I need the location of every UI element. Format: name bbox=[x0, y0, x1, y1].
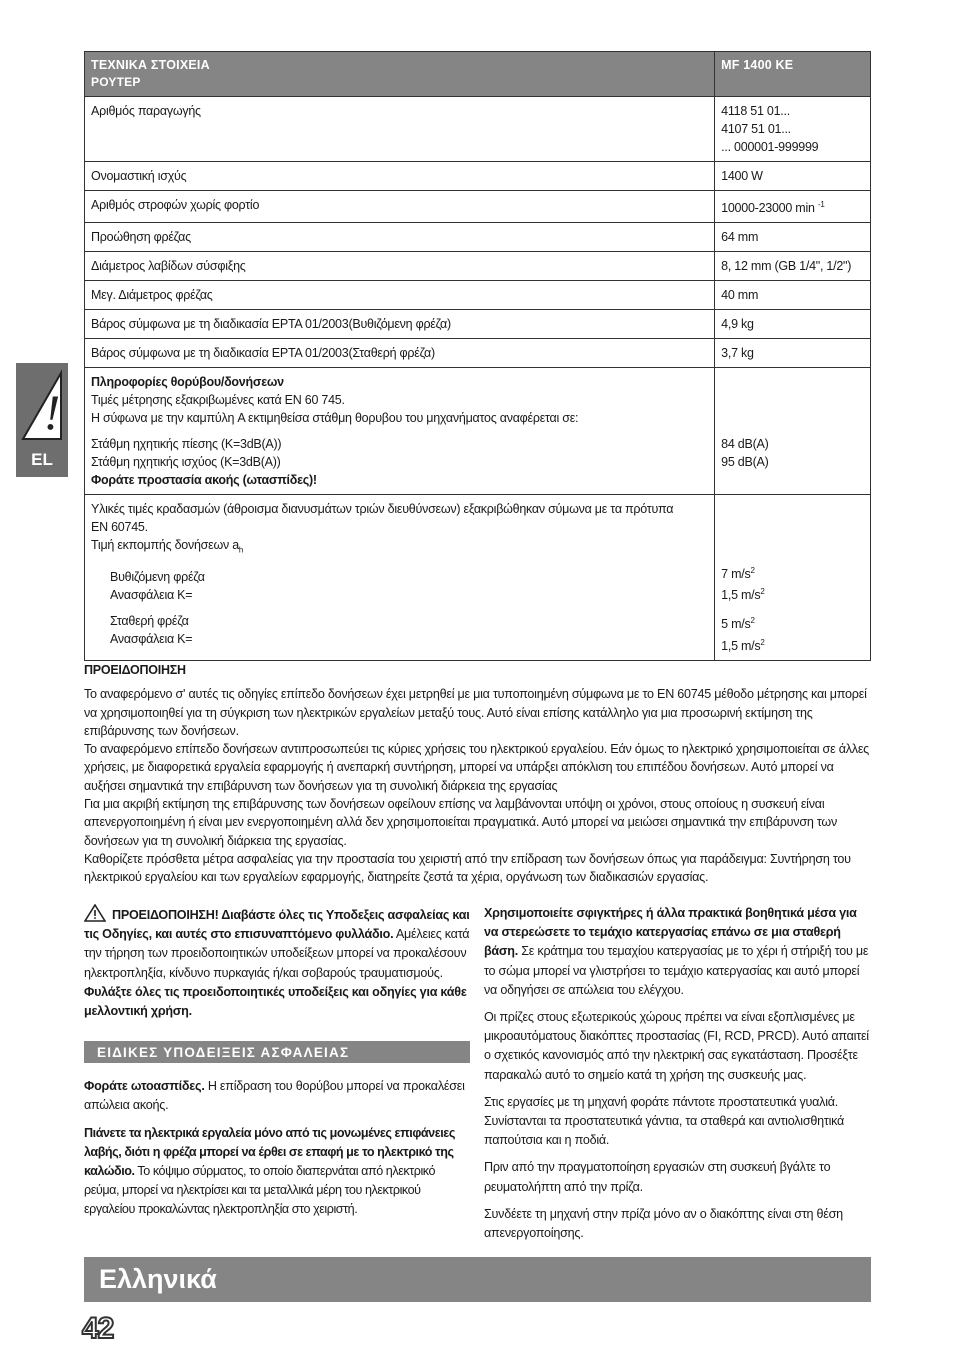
clamp-paragraph bbox=[484, 904, 871, 1000]
noise-line-1: Τιμές μέτρησης εξακριβωμένες κατά EN 60 745. bbox=[91, 393, 345, 408]
noise-title: Πληροφορίες θορύβου/δονήσεων bbox=[91, 375, 284, 390]
warning-text: Αμέλειες κατά την τήρηση των προειδοποιητικών υποδείξεων μπορεί να προκαλέσουν ηλεκτροπληξία, κίνδυνο πυρκαγιάς ή/και σοβαρούς τραυματισμούς. bbox=[84, 927, 470, 980]
row-label: Προώθηση φρέζας bbox=[85, 223, 715, 252]
spec-table bbox=[84, 51, 871, 661]
row-value: 4,9 kg bbox=[715, 310, 871, 339]
sound-pressure-label: Στάθμη ηχητικής πίεσης (K=3dB(A)) bbox=[91, 437, 282, 452]
ear-protection-paragraph bbox=[84, 1077, 470, 1115]
unit-exponent: 2 bbox=[750, 616, 755, 626]
row-label: Βάρος σύμφωνα με τη διαδικασία EPTA 01/2003(Βυθιζόμενη φρέζα) bbox=[85, 310, 715, 339]
table-row bbox=[85, 310, 871, 339]
sound-pressure-value: 84 dB(A) bbox=[721, 437, 769, 452]
plunge-router-label: Βυθιζόμενη φρέζα bbox=[110, 569, 205, 584]
spec-model: MF 1400 KE bbox=[715, 52, 871, 97]
vibration-line-2: EN 60745. bbox=[91, 520, 148, 535]
grip-bold: Πιάνετε τα ηλεκτρικά εργαλεία μόνο από τις μονωμένες επιφάνειες λαβής, διότι η φρέζα μπορεί να έρθει σε επαφή με το ηλεκτρικό της καλώδιο. bbox=[84, 1125, 455, 1179]
unit-exponent: 2 bbox=[760, 587, 765, 597]
production-number-1: 4118 51 01... bbox=[721, 104, 790, 118]
svg-text:!: ! bbox=[43, 384, 61, 440]
emission-subscript: h bbox=[238, 545, 244, 555]
table-row bbox=[85, 339, 871, 368]
value-text: 7 m/s bbox=[721, 567, 751, 582]
ear-text: Η επίδραση του θορύβου μπορεί να προκαλέσει απώλεια ακοής. bbox=[84, 1079, 465, 1113]
production-number-range: ... 000001-999999 bbox=[721, 140, 819, 154]
vibration-info bbox=[85, 495, 715, 661]
row-value: 1400 W bbox=[715, 162, 871, 191]
general-safety-warning bbox=[84, 904, 470, 1021]
noise-info bbox=[85, 368, 715, 495]
fixed-vibration-value bbox=[721, 612, 864, 633]
warning-paragraph-1: Το αναφερόμενο σ' αυτές τις οδηγίες επίπεδο δονήσεων έχει μετρηθεί με μια τυποποιημένη σύμφωνα με το EN 60745 μέθοδο μέτρησης και μπορεί να χρησιμοποιηθεί για τη σύγκριση των ηλεκτρικών εργαλείων μεταξύ τους. Αυτό είναι επίσης κατάλληλο για μια προσωρινή εκτίμηση της επιβάρυνσης των δονήσεων. bbox=[84, 687, 867, 738]
right-column bbox=[484, 904, 871, 1251]
production-number-2: 4107 51 01... bbox=[721, 122, 791, 136]
sound-power-value: 95 dB(A) bbox=[721, 455, 769, 470]
language-footer-bar bbox=[84, 1257, 871, 1302]
warning-triangle-icon bbox=[84, 904, 106, 922]
grip-text: Το κόψιμο σύρματος, το οποίο διαπερνάται από ηλεκτρικό ρεύμα, μπορεί να ηλεκτρίσει και τα μεταλλικά μέρη του ηλεκτρικού εργαλείου προκαλώντας ηλεκτροπληξία στο χειριστή. bbox=[84, 1164, 436, 1217]
row-label: Μεγ. Διάμετρος φρέζας bbox=[85, 281, 715, 310]
table-row bbox=[85, 281, 871, 310]
left-column bbox=[84, 904, 470, 1228]
warning-paragraph-2: Το αναφερόμενο επίπεδο δονήσεων αντιπροσωπεύει τις κύριες χρήσεις του ηλεκτρικού εργαλείου. Εάν όμως το ηλεκτρικό χρησιμοποιείται σε άλλες χρήσεις, με διαφορετικά εργαλεία εφαρμογής ή ανεπαρκή συντήρηση, μπορεί να υπάρξει απόκλιση του επιπέδου δονήσεων. Αυτό μπορεί να αυξήσει σημαντικά την επιβάρυνση των δονήσεων για τη συνολική διάρκεια της εργασίας bbox=[84, 742, 870, 793]
plunge-uncertainty-value bbox=[721, 583, 864, 604]
row-value: 40 mm bbox=[715, 281, 871, 310]
table-row bbox=[85, 191, 871, 223]
ear-bold: Φοράτε ωτοασπίδες. bbox=[84, 1079, 205, 1094]
plunge-vibration-value bbox=[721, 562, 864, 583]
value-text: 5 m/s bbox=[721, 617, 751, 632]
row-label: Αριθμός παραγωγής bbox=[85, 97, 715, 162]
switch-off-paragraph: Συνδέετε τη μηχανή στην πρίζα μόνο αν ο διακόπτης είναι στη θέση απενεργοποίησης. bbox=[484, 1206, 843, 1241]
row-value bbox=[715, 191, 871, 223]
noise-values bbox=[715, 368, 871, 495]
warning-triangle-icon bbox=[20, 369, 64, 443]
vibration-emission-label bbox=[91, 536, 708, 560]
table-row bbox=[85, 252, 871, 281]
row-label: Ονομαστική ισχύς bbox=[85, 162, 715, 191]
row-value: 3,7 kg bbox=[715, 339, 871, 368]
clamp-bold: Χρησιμοποιείτε σφιγκτήρες ή άλλα πρακτικά βοηθητικά μέσα για να στερεώσετε το τεμάχιο κατεργασίας επάνω σε μια σταθερή βάση. bbox=[484, 906, 857, 959]
language-title: Ελληνικά bbox=[99, 1264, 217, 1294]
goggles-paragraph: Στις εργασίες με τη μηχανή φοράτε πάντοτε προστατευτικά γυαλιά. Συνίστανται τα προστατευτικά γάντια, τα σταθερά και αντιολισθητικά παπούτσια και η ποδιά. bbox=[484, 1094, 845, 1148]
table-row bbox=[85, 97, 871, 162]
spec-title: ΤΕΧΝΙΚΑ ΣΤΟΙΧΕΙΑ bbox=[91, 58, 210, 72]
value-text: 1,5 m/s bbox=[721, 588, 761, 603]
clamp-text: Σε κράτημα του τεμαχίου κατεργασίας με το χέρι ή στήριξή του με το σώμα μπορεί να γλιστρήσει το τεμάχιο κατεργασίας και αυτό μπορεί να οδηγήσει σε απώλεια του ελέγχου. bbox=[484, 944, 869, 997]
plunge-uncertainty-label: Ανασφάλεια K= bbox=[110, 587, 193, 602]
spec-table-header bbox=[85, 52, 871, 97]
emission-label-text: Τιμή εκπομπής δονήσεων a bbox=[91, 538, 239, 553]
noise-line-2: Η σύφωνα με την καμπύλη A εκτιμηθείσα στάθμη θορυβου του μηχανήματος αναφέρεται σε: bbox=[91, 411, 579, 426]
warning-paragraph-3: Για μια ακριβή εκτίμηση της επιβάρυνσης των δονήσεων οφείλουν επίσης να λαμβάνονται υπόψη οι χρόνοι, στους οποίους η συσκευή είναι απενεργοποιημένη ή είναι μεν ενεργοποιημένη αλλά δεν χρησιμοποιείται πραγματικά. Αυτό μπορεί να μειώσει σημαντικά την επιβάρυνση των δονήσεων για τη συνολική διάρκεια της εργασίας. bbox=[84, 797, 838, 848]
language-side-tab bbox=[16, 363, 68, 477]
row-value: 64 mm bbox=[715, 223, 871, 252]
ear-protection-note: Φοράτε προστασία ακοής (ωτασπίδες)! bbox=[91, 473, 317, 488]
fixed-uncertainty-value bbox=[721, 634, 864, 655]
vibration-warning-section bbox=[84, 661, 871, 887]
vibration-line-1: Υλικές τιμές κραδασμών (άθροισμα διανυσμάτων τριών διευθύνσεων) εξακριβώθηκαν σύμωνα με τα πρότυπα bbox=[91, 502, 674, 517]
vibration-values bbox=[715, 495, 871, 661]
rcd-paragraph: Οι πρίζες στους εξωτερικούς χώρους πρέπει να είναι εξοπλισμένες με μικροαυτόματους διακόπτες προστασίας (FI, RCD, PRCD). Αυτό απαιτεί ο σχετικός κανονισμός από την ηλεκτρική σας εγκατάσταση. Προσέξτε παρακαλώ αυτό το σημείο κατά τη χρήση της συσκευής μας. bbox=[484, 1010, 869, 1082]
special-safety-section-title: ΕΙΔΙΚΕΣ ΥΠΟΔΕΙΞΕΙΣ ΑΣΦΑΛΕΙΑΣ bbox=[84, 1041, 470, 1063]
speed-unit-exponent: -1 bbox=[817, 200, 825, 209]
header-title-cell bbox=[85, 52, 715, 97]
table-row bbox=[85, 162, 871, 191]
unit-exponent: 2 bbox=[750, 566, 755, 576]
warning-heading: ΠΡΟΕΙΔΟΠΟΙΗΣΗ bbox=[84, 663, 186, 677]
unit-exponent: 2 bbox=[760, 637, 765, 647]
table-row bbox=[85, 223, 871, 252]
unplug-paragraph: Πριν από την πραγματοποίηση εργασιών στη συσκευή βγάλτε το ρευματολήπτη από την πρίζα. bbox=[484, 1160, 831, 1194]
insulated-grip-paragraph bbox=[84, 1124, 470, 1220]
warning-paragraph-4: Καθορίζετε πρόσθετα μέτρα ασφαλείας για την προστασία του χειριστή από την επίδραση των δονήσεων όπως για παράδειγμα: Συντήρηση του ηλεκτρικού εργαλείου και των εργαλείων εφαρμογής, διατηρείτε ζεστά τα χέρια, οργάνωση των διαδικασιών εργασίας. bbox=[84, 851, 851, 885]
vibration-row bbox=[85, 495, 871, 661]
noise-row bbox=[85, 368, 871, 495]
sound-power-label: Στάθμη ηχητικής ισχύος (K=3dB(A)) bbox=[91, 455, 281, 470]
row-value: 8, 12 mm (GB 1/4", 1/2") bbox=[715, 252, 871, 281]
language-code: EL bbox=[31, 450, 53, 469]
row-value bbox=[715, 97, 871, 162]
warning-bold-2: Φυλάξτε όλες τις προειδοποιητικές υποδείξεις και οδηγίες για κάθε μελλοντική χρήση. bbox=[84, 984, 467, 1019]
speed-value: 10000-23000 min bbox=[721, 201, 815, 216]
value-text: 1,5 m/s bbox=[721, 638, 761, 653]
warning-bold-1: ΠΡΟΕΙΔΟΠΟΙΗΣΗ! Διαβάστε όλες τις Υποδεξεις ασφαλείας και τις Οδηγίες, και αυτές στο επισυναπτόμενο φυλλάδιο. bbox=[84, 908, 470, 942]
fixed-uncertainty-label: Ανασφάλεια K= bbox=[110, 631, 193, 646]
row-label: Βάρος σύμφωνα με τη διαδικασία EPTA 01/2003(Σταθερή φρέζα) bbox=[85, 339, 715, 368]
row-label: Αριθμός στροφών χωρίς φορτίο bbox=[85, 191, 715, 223]
spec-subtitle: ΡΟΥΤΕΡ bbox=[91, 75, 141, 89]
fixed-router-label: Σταθερή φρέζα bbox=[110, 613, 189, 628]
row-label: Διάμετρος λαβίδων σύσφιξης bbox=[85, 252, 715, 281]
page-number: 42 bbox=[82, 1312, 114, 1345]
